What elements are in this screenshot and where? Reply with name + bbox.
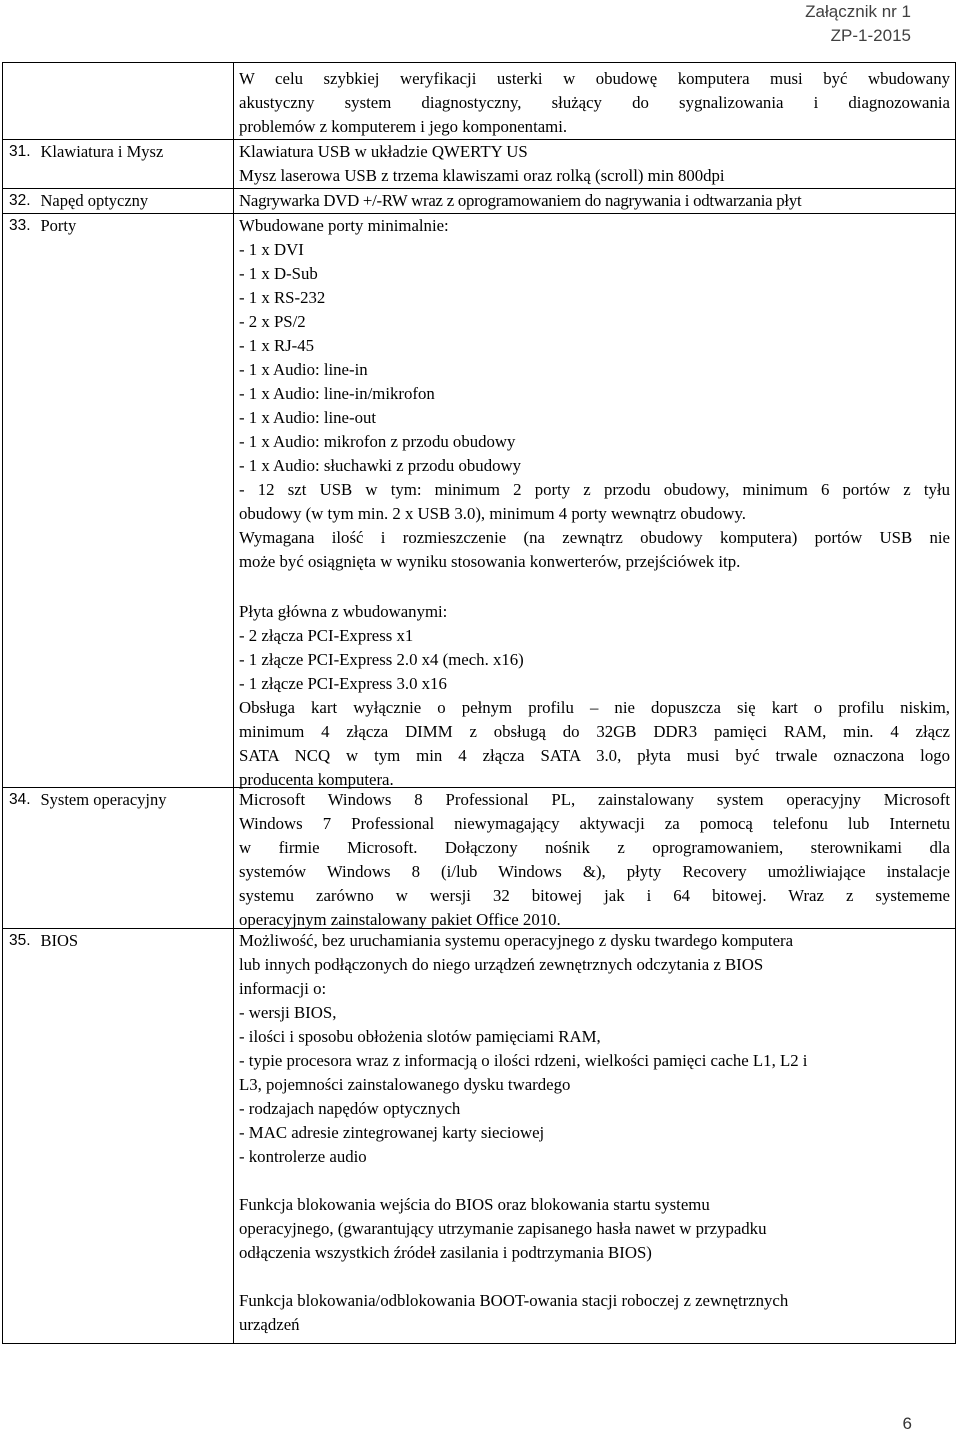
desc-line: operacyjnym zainstalowany pakiet Office 2010. bbox=[239, 910, 561, 929]
desc-line: problemów z komputerem i jego komponentami. bbox=[239, 117, 568, 136]
row-number: 34. bbox=[3, 788, 39, 929]
row-description bbox=[234, 189, 956, 214]
desc-line: Funkcja blokowania wejścia do BIOS oraz blokowania startu systemu bbox=[239, 1195, 710, 1214]
desc-line: Płyta główna z wbudowanymi: bbox=[239, 602, 448, 621]
row-description bbox=[234, 214, 956, 788]
row-name: System operacyjny bbox=[39, 788, 234, 929]
desc-line: L3, pojemności zainstalowanego dysku twardego bbox=[239, 1075, 571, 1094]
desc-line: akustyczny system diagnostyczny, służący do sygnalizowania i diagnozowania bbox=[239, 93, 950, 112]
desc-line: - 1 złącze PCI-Express 3.0 x16 bbox=[239, 674, 447, 693]
table-row bbox=[3, 788, 956, 929]
desc-line: - 1 x Audio: line-in/mikrofon bbox=[239, 384, 435, 403]
desc-line: Wymagana ilość i rozmieszczenie (na zewnątrz obudowy komputera) portów USB nie bbox=[239, 528, 950, 547]
blank-line bbox=[239, 1265, 950, 1289]
desc-line: - 1 x Audio: słuchawki z przodu obudowy bbox=[239, 456, 521, 475]
desc-line: Nagrywarka DVD +/-RW wraz z oprogramowaniem do nagrywania i odtwarzania płyt bbox=[239, 191, 802, 210]
desc-line: - wersji BIOS, bbox=[239, 1003, 337, 1022]
desc-line: - 1 x Audio: line-out bbox=[239, 408, 377, 427]
desc-line: - MAC adresie zintegrowanej karty sieciowej bbox=[239, 1123, 545, 1142]
desc-line: - ilości i sposobu obłożenia slotów pamięciami RAM, bbox=[239, 1027, 601, 1046]
desc-line: systemu zarówno w wersji 32 bitowej jak i 64 bitowej. Wraz z systememe bbox=[239, 886, 950, 905]
row-name: Klawiatura i Mysz bbox=[39, 140, 234, 189]
desc-line: - 2 złącza PCI-Express x1 bbox=[239, 626, 414, 645]
desc-line: informacji o: bbox=[239, 979, 327, 998]
page-number: 6 bbox=[902, 1414, 912, 1433]
desc-line: Mysz laserowa USB z trzema klawiszami oraz rolką (scroll) min 800dpi bbox=[239, 166, 725, 185]
table-row bbox=[3, 214, 956, 788]
row-description bbox=[234, 788, 956, 929]
desc-line: - 2 x PS/2 bbox=[239, 312, 306, 331]
row-number bbox=[3, 63, 39, 140]
specification-table bbox=[2, 62, 956, 1344]
desc-line: Wbudowane porty minimalnie: bbox=[239, 216, 449, 235]
row-number: 32. bbox=[3, 189, 39, 214]
table-row bbox=[3, 929, 956, 1344]
desc-line: - typie procesora wraz z informacją o ilości rdzeni, wielkości pamięci cache L1, L2 i bbox=[239, 1051, 808, 1070]
desc-line: obudowy (w tym min. 2 x USB 3.0), minimum 4 porty wewnątrz obudowy. bbox=[239, 504, 746, 523]
desc-line: - 1 x D-Sub bbox=[239, 264, 318, 283]
row-number: 31. bbox=[3, 140, 39, 189]
table-row bbox=[3, 189, 956, 214]
desc-line: minimum 4 złącza DIMM z obsługą do 32GB DDR3 pamięci RAM, min. 4 złącz bbox=[239, 722, 950, 741]
desc-line: - 1 x RJ-45 bbox=[239, 336, 315, 355]
desc-line: W celu szybkiej weryfikacji usterki w obudowę komputera musi być wbudowany bbox=[239, 69, 950, 88]
desc-line: Windows 7 Professional niewymagający aktywacji za pomocą telefonu lub Internetu bbox=[239, 814, 950, 833]
desc-line: - 1 x Audio: mikrofon z przodu obudowy bbox=[239, 432, 516, 451]
desc-line: odłączenia wszystkich źródeł zasilania i podtrzymania BIOS) bbox=[239, 1243, 652, 1262]
blank-line bbox=[239, 1169, 950, 1193]
row-name: BIOS bbox=[39, 929, 234, 1344]
desc-line: - rodzajach napędów optycznych bbox=[239, 1099, 461, 1118]
desc-line: Możliwość, bez uruchamiania systemu operacyjnego z dysku twardego komputera bbox=[239, 931, 794, 950]
row-description bbox=[234, 63, 956, 140]
row-description bbox=[234, 140, 956, 189]
desc-line: Funkcja blokowania/odblokowania BOOT-owania stacji roboczej z zewnętrznych bbox=[239, 1291, 789, 1310]
desc-line: lub innych podłączonych do niego urządzeń zewnętrznych odczytania z BIOS bbox=[239, 955, 764, 974]
desc-line: - 1 złącze PCI-Express 2.0 x4 (mech. x16) bbox=[239, 650, 524, 669]
blank-line bbox=[239, 574, 950, 600]
row-name bbox=[39, 63, 234, 140]
attachment-label: Załącznik nr 1 bbox=[805, 2, 911, 21]
desc-line: SATA NCQ w tym min 4 złącza SATA 3.0, płyta musi być trwale oznaczona logo bbox=[239, 746, 950, 765]
desc-line: producenta komputera. bbox=[239, 770, 394, 789]
desc-line: Obsługa kart wyłącznie o pełnym profilu – nie dopuszcza się kart o profilu niskim, bbox=[239, 698, 950, 717]
row-description bbox=[234, 929, 956, 1344]
desc-line: może być osiągnięta w wyniku stosowania konwerterów, przejściówek itp. bbox=[239, 552, 741, 571]
desc-line: Microsoft Windows 8 Professional PL, zainstalowany system operacyjny Microsoft bbox=[239, 790, 950, 809]
row-number: 33. bbox=[3, 214, 39, 788]
desc-line: - 1 x Audio: line-in bbox=[239, 360, 368, 379]
table-row bbox=[3, 63, 956, 140]
desc-line: - 1 x RS-232 bbox=[239, 288, 326, 307]
desc-line: systemów Windows 8 (i/lub Windows &), płyty Recovery umożliwiające instalacje bbox=[239, 862, 950, 881]
document-header bbox=[805, 0, 911, 48]
table-row bbox=[3, 140, 956, 189]
row-number: 35. bbox=[3, 929, 39, 1344]
row-name: Napęd optyczny bbox=[39, 189, 234, 214]
desc-line: - 1 x DVI bbox=[239, 240, 304, 259]
desc-line: - kontrolerze audio bbox=[239, 1147, 367, 1166]
desc-line: Klawiatura USB w układzie QWERTY US bbox=[239, 142, 528, 161]
row-name: Porty bbox=[39, 214, 234, 788]
desc-line: operacyjnego, (gwarantujący utrzymanie zapisanego hasła nawet w przypadku bbox=[239, 1219, 767, 1238]
reference-number: ZP-1-2015 bbox=[830, 26, 911, 45]
desc-line: w firmie Microsoft. Dołączony nośnik z oprogramowaniem, sterownikami dla bbox=[239, 838, 950, 857]
desc-line: - 12 szt USB w tym: minimum 2 porty z przodu obudowy, minimum 6 portów z tyłu bbox=[239, 480, 950, 499]
desc-line: urządzeń bbox=[239, 1315, 300, 1334]
